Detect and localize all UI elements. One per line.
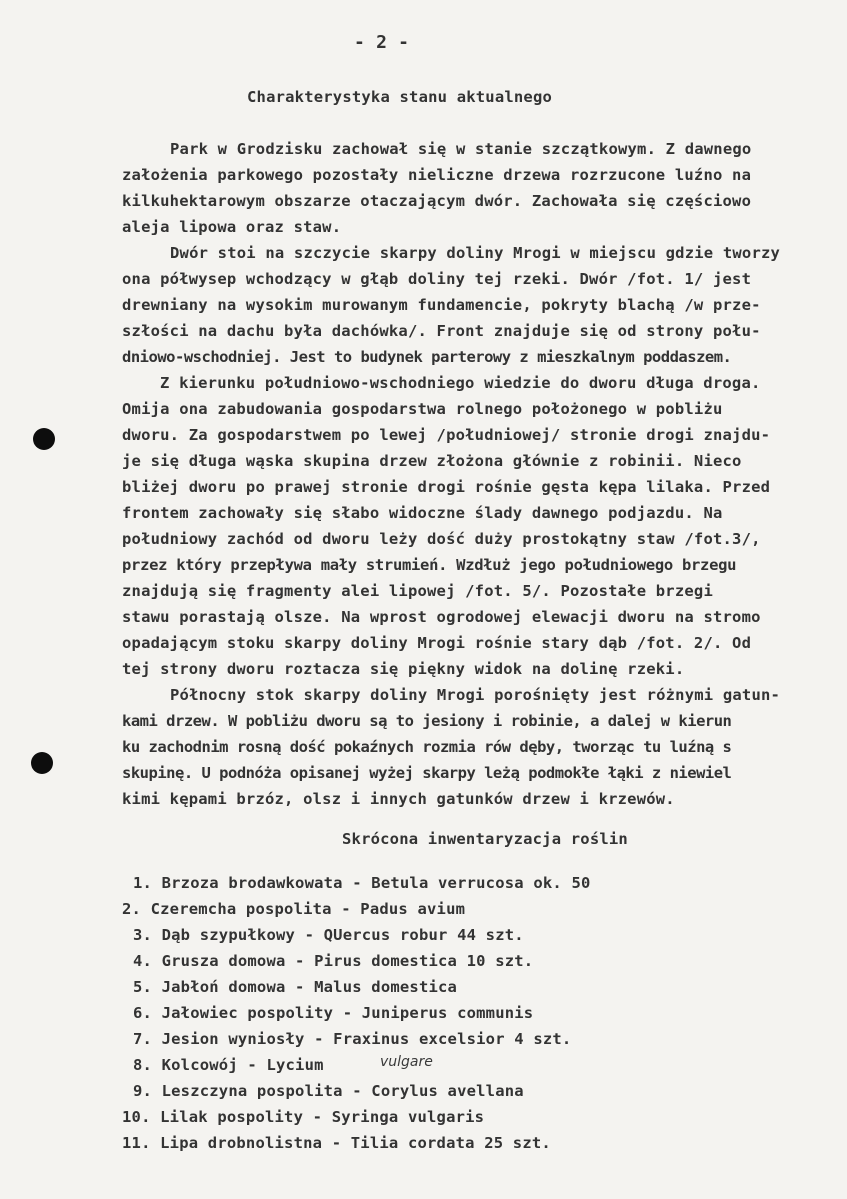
punch-hole-top [33, 428, 55, 450]
body-line: dniowo-wschodniej. Jest to budynek parterowy z mieszkalnym poddaszem. [122, 348, 732, 366]
inventory-item: 3. Dąb szypułkowy - QUercus robur 44 szt. [133, 926, 524, 944]
inventory-item: 7. Jesion wyniosły - Fraxinus excelsior 4 szt. [133, 1030, 572, 1048]
body-line: południowy zachód od dworu leży dość duży prostokątny staw /fot.3/, [122, 530, 761, 548]
body-line: Północny stok skarpy doliny Mrogi porośnięty jest różnymi gatun- [170, 686, 781, 704]
body-line: Park w Grodzisku zachował się w stanie szczątkowym. Z dawnego [170, 140, 752, 158]
inventory-item: 6. Jałowiec pospolity - Juniperus communis [133, 1004, 534, 1022]
body-line: opadającym stoku skarpy doliny Mrogi rośnie stary dąb /fot. 2/. Od [122, 634, 752, 652]
inventory-item: 9. Leszczyna pospolita - Corylus avellana [133, 1082, 524, 1100]
body-line: ku zachodnim rosną dość pokaźnych rozmia rów dęby, tworząc tu luźną s [122, 738, 732, 756]
body-line: tej strony dworu roztacza się piękny widok na dolinę rzeki. [122, 660, 685, 678]
inventory-item: 5. Jabłoń domowa - Malus domestica [133, 978, 458, 996]
inventory-item: 2. Czeremcha pospolita - Padus avium [122, 900, 466, 918]
body-line: kilkuhektarowym obszarze otaczającym dwór. Zachowała się częściowo [122, 192, 752, 210]
body-line: dworu. Za gospodarstwem po lewej /południowej/ stronie drogi znajdu- [122, 426, 771, 444]
punch-hole-bottom [31, 752, 53, 774]
body-line: przez który przepływa mały strumień. Wzdłuż jego południowego brzegu [122, 556, 737, 574]
body-line: Z kierunku południowo-wschodniego wiedzie do dworu długa droga. [160, 374, 761, 392]
body-line: szłości na dachu była dachówka/. Front znajduje się od strony połu- [122, 322, 761, 340]
inventory-item: 4. Grusza domowa - Pirus domestica 10 szt. [133, 952, 534, 970]
body-line: ona półwysep wchodzący w głąb doliny tej rzeki. Dwór /fot. 1/ jest [122, 270, 752, 288]
body-line: frontem zachowały się słabo widoczne ślady dawnego podjazdu. Na [122, 504, 723, 522]
handwritten-note: vulgare [380, 1054, 433, 1070]
page-number: - 2 - [354, 32, 410, 53]
body-line: drewniany na wysokim murowanym fundamencie, pokryty blachą /w prze- [122, 296, 761, 314]
inventory-item: 1. Brzoza brodawkowata - Betula verrucosa ok. 50 [133, 874, 591, 892]
body-line: kimi kępami brzóz, olsz i innych gatunków drzew i krzewów. [122, 790, 675, 808]
body-line: kami drzew. W pobliżu dworu są to jesiony i robinie, a dalej w kierun [122, 712, 732, 730]
body-line: Omija ona zabudowania gospodarstwa rolnego położonego w pobliżu [122, 400, 723, 418]
body-line: stawu porastają olsze. Na wprost ogrodowej elewacji dworu na stromo [122, 608, 761, 626]
body-line: je się długa wąska skupina drzew złożona głównie z robinii. Nieco [122, 452, 742, 470]
inventory-item: 11. Lipa drobnolistna - Tilia cordata 25 szt. [122, 1134, 551, 1152]
body-line: znajdują się fragmenty alei lipowej /fot. 5/. Pozostałe brzegi [122, 582, 713, 600]
page-heading: Charakterystyka stanu aktualnego [247, 88, 553, 106]
inventory-item: 8. Kolcowój - Lycium [133, 1056, 324, 1074]
body-line: skupinę. U podnóża opisanej wyżej skarpy leżą podmokłe łąki z niewiel [122, 764, 732, 782]
body-line: Dwór stoi na szczycie skarpy doliny Mrogi w miejscu gdzie tworzy [170, 244, 781, 262]
body-line: bliżej dworu po prawej stronie drogi rośnie gęsta kępa lilaka. Przed [122, 478, 771, 496]
inventory-item: 10. Lilak pospolity - Syringa vulgaris [122, 1108, 485, 1126]
body-line: aleja lipowa oraz staw. [122, 218, 342, 236]
body-line: założenia parkowego pozostały nieliczne drzewa rozrzucone luźno na [122, 166, 752, 184]
section-subheading: Skrócona inwentaryzacja roślin [342, 830, 628, 848]
